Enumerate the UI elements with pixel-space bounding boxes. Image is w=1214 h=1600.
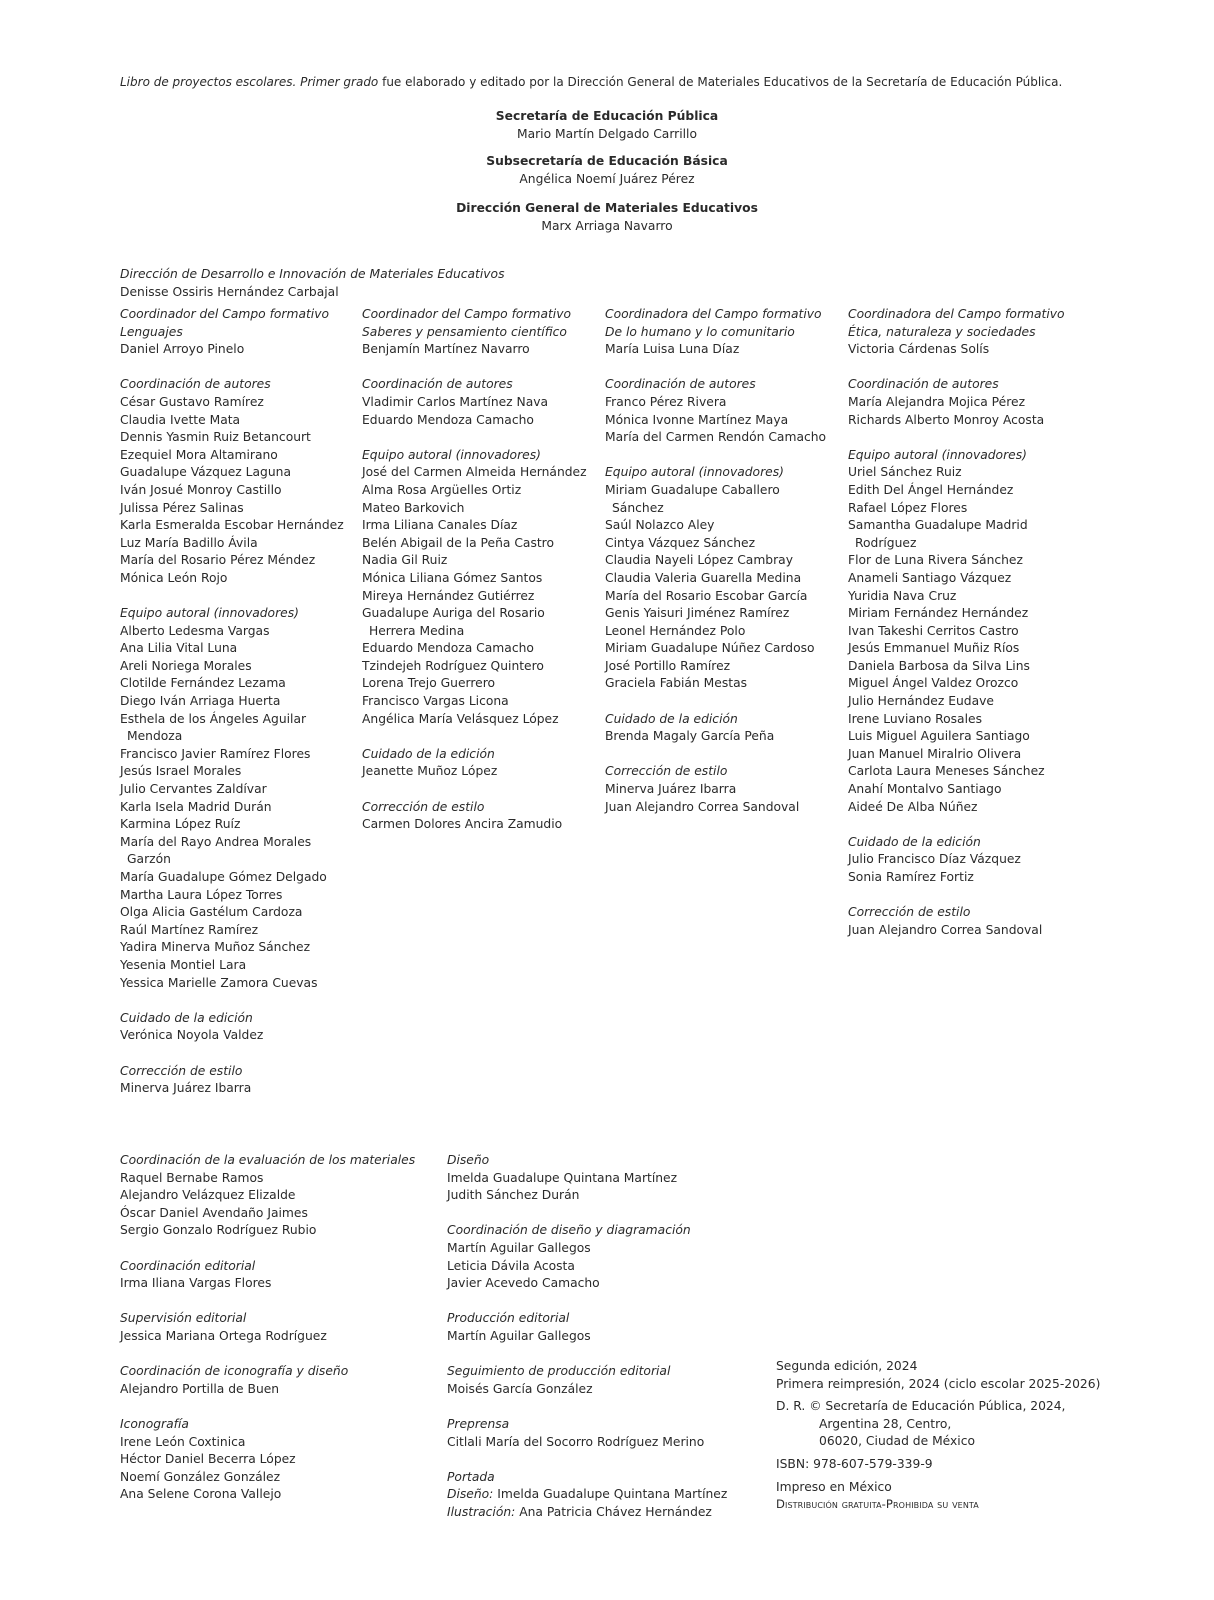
credit-name: Imelda Guadalupe Quintana Martínez <box>447 1170 678 1185</box>
credit-name: Juan Manuel Miralrio Olivera <box>848 746 1022 761</box>
credit-role: Saberes y pensamiento científico <box>362 324 567 339</box>
credit-name: Iván Josué Monroy Castillo <box>120 482 282 497</box>
section-spacer <box>848 816 1088 834</box>
credit-role: Coordinación de autores <box>120 377 271 392</box>
credit-name: Karla Esmeralda Escobar Hernández <box>120 518 344 533</box>
credit-role: Equipo autoral (innovadores) <box>120 606 299 621</box>
intro-text: fue elaborado y editado por la Dirección General de Materiales Educativos de la Secretaría de Educación Pública. <box>378 75 1063 89</box>
credit-name: Miriam Fernández Hernández <box>848 606 1029 621</box>
credit-name: Areli Noriega Morales <box>120 658 252 673</box>
credit-name: Yadira Minerva Muñoz Sánchez <box>120 940 311 955</box>
credit-role: Ética, naturaleza y sociedades <box>848 324 1036 339</box>
credit-role: Coordinador del Campo formativo <box>362 307 572 321</box>
official-dgme <box>0 200 1214 235</box>
credit-role: Equipo autoral (innovadores) <box>848 447 1027 462</box>
credit-role: Iconografía <box>120 1416 189 1431</box>
ddim-credit <box>120 266 720 301</box>
credit-role: Coordinación de autores <box>605 377 756 392</box>
credit-name: Alma Rosa Argüelles Ortiz <box>362 482 522 497</box>
credit-name: Sergio Gonzalo Rodríguez Rubio <box>120 1223 317 1238</box>
credit-name: Minerva Juárez Ibarra <box>605 782 737 797</box>
credit-name-continuation: Sánchez <box>612 500 664 515</box>
section-spacer <box>362 429 602 447</box>
credit-name-continuation: Rodríguez <box>855 535 917 550</box>
credit-name: María del Carmen Rendón Camacho <box>605 430 827 445</box>
credit-name: Graciela Fabián Mestas <box>605 676 748 691</box>
credit-name: Anahí Montalvo Santiago <box>848 782 1002 797</box>
credit-name: Nadia Gil Ruiz <box>362 553 448 568</box>
credit-name: Uriel Sánchez Ruiz <box>848 465 962 480</box>
credit-name: Raquel Bernabe Ramos <box>120 1170 264 1185</box>
credit-name: Rafael López Flores <box>848 500 968 515</box>
credits-bottom-left <box>120 1152 415 1504</box>
section-spacer <box>120 1398 415 1416</box>
credit-role: Coordinadora del Campo formativo <box>848 307 1065 321</box>
credit-name: Judith Sánchez Durán <box>447 1188 580 1203</box>
credit-name: Karla Isela Madrid Durán <box>120 799 272 814</box>
credit-name: Luis Miguel Aguilera Santiago <box>848 729 1030 744</box>
credit-name: Carmen Dolores Ancira Zamudio <box>362 817 563 832</box>
section-spacer <box>447 1293 727 1311</box>
credit-role: Cuidado de la edición <box>120 1010 253 1025</box>
edition: Segunda edición, 2024 <box>776 1359 918 1373</box>
credit-name: Raúl Martínez Ramírez <box>120 922 259 937</box>
credit-name: Julio Hernández Eudave <box>848 694 994 709</box>
section-spacer <box>120 1346 415 1364</box>
credit-name: Claudia Nayeli López Cambray <box>605 553 793 568</box>
credit-name: Jesús Emmanuel Muñiz Ríos <box>848 641 1020 656</box>
credit-role: Producción editorial <box>447 1311 570 1326</box>
credit-role: Supervisión editorial <box>120 1311 247 1326</box>
credit-role: Seguimiento de producción editorial <box>447 1364 671 1379</box>
credit-name: Leonel Hernández Polo <box>605 623 746 638</box>
credit-name: Minerva Juárez Ibarra <box>120 1081 252 1096</box>
credit-name: Martín Aguilar Gallegos <box>447 1328 591 1343</box>
credit-name: Martha Laura López Torres <box>120 887 283 902</box>
credit-role: Preprensa <box>447 1416 510 1431</box>
official-name: Marx Arriaga Navarro <box>541 218 673 233</box>
section-spacer <box>120 1045 360 1063</box>
credit-name: Ana Selene Corona Vallejo <box>120 1487 282 1502</box>
credit-name: Alejandro Velázquez Elizalde <box>120 1188 296 1203</box>
credit-name-continuation: Garzón <box>127 852 171 867</box>
printed-in: Impreso en México <box>776 1479 892 1494</box>
credit-name: Karmina López Ruíz <box>120 817 241 832</box>
credit-name: Cintya Vázquez Sánchez <box>605 535 756 550</box>
section-spacer <box>447 1205 727 1223</box>
credit-role: Coordinación de la evaluación de los materiales <box>120 1153 416 1167</box>
credit-role: Coordinador del Campo formativo <box>120 307 330 321</box>
credit-role: Coordinación de iconografía y diseño <box>120 1364 349 1379</box>
credit-role: Portada <box>447 1469 495 1484</box>
intro-paragraph <box>120 74 1110 92</box>
section-spacer <box>120 588 360 606</box>
credit-name: Irma Iliana Vargas Flores <box>120 1276 272 1291</box>
credit-name: Mireya Hernández Gutiérrez <box>362 588 535 603</box>
section-spacer <box>605 693 845 711</box>
portada-diseno-name: Imelda Guadalupe Quintana Martínez <box>493 1487 728 1502</box>
credit-name: Franco Pérez Rivera <box>605 394 727 409</box>
section-spacer <box>605 746 845 764</box>
ddim-role: Dirección de Desarrollo e Innovación de Materiales Educativos <box>120 267 505 281</box>
credit-name: Vladimir Carlos Martínez Nava <box>362 394 549 409</box>
credit-name: Francisco Javier Ramírez Flores <box>120 746 311 761</box>
credit-name: Óscar Daniel Avendaño Jaimes <box>120 1205 308 1220</box>
official-org: Dirección General de Materiales Educativos <box>456 201 758 215</box>
section-spacer <box>605 447 845 465</box>
credit-name: Moisés García González <box>447 1381 593 1396</box>
credit-name: Angélica María Velásquez López <box>362 711 559 726</box>
credit-name: María del Rayo Andrea Morales <box>120 834 312 849</box>
portada-ilustracion <box>447 1504 727 1522</box>
section-spacer <box>362 781 602 799</box>
credit-role: De lo humano y lo comunitario <box>605 324 795 339</box>
credit-name: José Portillo Ramírez <box>605 658 731 673</box>
credit-role: Coordinación de autores <box>848 377 999 392</box>
credits-column-saberes <box>362 306 602 834</box>
section-spacer <box>447 1451 727 1469</box>
credit-name: Alberto Ledesma Vargas <box>120 623 270 638</box>
section-spacer <box>447 1398 727 1416</box>
credit-name: Noemí González González <box>120 1469 281 1484</box>
portada-diseno <box>447 1486 727 1504</box>
credit-name: Miriam Guadalupe Caballero <box>605 482 780 497</box>
credit-name: Dennis Yasmin Ruiz Betancourt <box>120 430 311 445</box>
credit-role: Equipo autoral (innovadores) <box>362 447 541 462</box>
official-sep <box>0 108 1214 143</box>
credit-name: Esthela de los Ángeles Aguilar <box>120 711 307 726</box>
credit-name: Leticia Dávila Acosta <box>447 1258 575 1273</box>
official-org: Subsecretaría de Educación Básica <box>486 154 728 168</box>
section-spacer <box>362 728 602 746</box>
copyright-city: 06020, Ciudad de México <box>819 1434 976 1449</box>
book-title: Libro de proyectos escolares. Primer grado <box>120 75 379 89</box>
credit-name: Belén Abigail de la Peña Castro <box>362 535 554 550</box>
credit-name: Eduardo Mendoza Camacho <box>362 412 534 427</box>
credits-column-humano <box>605 306 845 816</box>
credit-name: Anameli Santiago Vázquez <box>848 570 1012 585</box>
credit-name: Yesenia Montiel Lara <box>120 957 247 972</box>
credit-name: Olga Alicia Gastélum Cardoza <box>120 905 303 920</box>
credit-name: Mónica León Rojo <box>120 570 228 585</box>
section-spacer <box>848 887 1088 905</box>
credit-role: Coordinación editorial <box>120 1258 256 1273</box>
credit-name: Lorena Trejo Guerrero <box>362 676 496 691</box>
section-spacer <box>120 1293 415 1311</box>
credit-name: Eduardo Mendoza Camacho <box>362 641 534 656</box>
credit-role: Diseño <box>447 1153 490 1167</box>
credit-name: Benjamín Martínez Navarro <box>362 342 530 357</box>
publication-info <box>776 1358 1196 1514</box>
credit-name: Alejandro Portilla de Buen <box>120 1381 280 1396</box>
credit-name: Diego Iván Arriaga Huerta <box>120 694 281 709</box>
credit-name: Julissa Pérez Salinas <box>120 500 244 515</box>
credit-name: Flor de Luna Rivera Sánchez <box>848 553 1023 568</box>
section-spacer <box>605 359 845 377</box>
credit-name: Brenda Magaly García Peña <box>605 729 775 744</box>
credit-name: María del Rosario Pérez Méndez <box>120 553 316 568</box>
credits-bottom-middle <box>447 1152 727 1521</box>
credit-role: Corrección de estilo <box>605 764 728 779</box>
credits-column-etica <box>848 306 1088 939</box>
credit-name: Guadalupe Auriga del Rosario <box>362 606 545 621</box>
copyright-line: D. R. © Secretaría de Educación Pública, 2024, <box>776 1399 1066 1414</box>
credit-name: Juan Alejandro Correa Sandoval <box>848 922 1043 937</box>
credit-role: Corrección de estilo <box>848 905 971 920</box>
credit-name: Mónica Ivonne Martínez Maya <box>605 412 789 427</box>
credit-name: Daniel Arroyo Pinelo <box>120 342 245 357</box>
official-name: Angélica Noemí Juárez Pérez <box>519 171 695 186</box>
credit-role: Corrección de estilo <box>362 799 485 814</box>
credit-role: Coordinación de diseño y diagramación <box>447 1223 691 1238</box>
section-spacer <box>848 429 1088 447</box>
official-seb <box>0 153 1214 188</box>
credit-name: María del Rosario Escobar García <box>605 588 808 603</box>
credit-name: Martín Aguilar Gallegos <box>447 1240 591 1255</box>
official-name: Mario Martín Delgado Carrillo <box>516 126 697 141</box>
credit-name: Guadalupe Vázquez Laguna <box>120 465 291 480</box>
credit-name: Genis Yaisuri Jiménez Ramírez <box>605 606 790 621</box>
credit-name: Mateo Barkovich <box>362 500 465 515</box>
credit-name: María Alejandra Mojica Pérez <box>848 394 1026 409</box>
credit-name: María Luisa Luna Díaz <box>605 342 740 357</box>
portada-ilustracion-name: Ana Patricia Chávez Hernández <box>515 1504 712 1519</box>
credit-name: Verónica Noyola Valdez <box>120 1028 264 1043</box>
credit-role: Cuidado de la edición <box>362 746 495 761</box>
credit-name: Ivan Takeshi Cerritos Castro <box>848 623 1019 638</box>
ddim-name: Denisse Ossiris Hernández Carbajal <box>120 284 339 299</box>
portada-ilustracion-label: Ilustración: <box>447 1504 516 1519</box>
credit-role: Corrección de estilo <box>120 1063 243 1078</box>
credit-name: Irene León Coxtinica <box>120 1434 246 1449</box>
credit-name: Miriam Guadalupe Núñez Cardoso <box>605 641 815 656</box>
section-spacer <box>120 992 360 1010</box>
reprint: Primera reimpresión, 2024 (ciclo escolar 2025-2026) <box>776 1376 1101 1391</box>
isbn: ISBN: 978-607-579-339-9 <box>776 1456 933 1471</box>
distribution-notice: Distribución gratuita-Prohibida su venta <box>776 1497 979 1512</box>
credit-name: Juan Alejandro Correa Sandoval <box>605 799 800 814</box>
credit-name-continuation: Mendoza <box>127 729 183 744</box>
credit-name: Tzindejeh Rodríguez Quintero <box>362 658 544 673</box>
portada-diseno-label: Diseño: <box>447 1487 494 1502</box>
credit-name: Claudia Ivette Mata <box>120 412 241 427</box>
credit-name: Samantha Guadalupe Madrid <box>848 518 1028 533</box>
credits-bottom-middle-list <box>447 1152 727 1486</box>
credit-role: Lenguajes <box>120 324 183 339</box>
credit-name: María Guadalupe Gómez Delgado <box>120 870 327 884</box>
section-spacer <box>120 359 360 377</box>
credit-name: Jeanette Muñoz López <box>362 764 498 779</box>
credit-role: Coordinación de autores <box>362 377 513 392</box>
credits-column-lenguajes <box>120 306 360 1098</box>
credit-name: Daniela Barbosa da Silva Lins <box>848 658 1030 673</box>
credit-name: Ezequiel Mora Altamirano <box>120 447 278 462</box>
credit-name: José del Carmen Almeida Hernández <box>362 465 587 480</box>
credit-role: Coordinadora del Campo formativo <box>605 307 822 321</box>
credit-name-continuation: Herrera Medina <box>369 623 465 638</box>
credit-name: Héctor Daniel Becerra López <box>120 1452 296 1467</box>
credit-name: Jessica Mariana Ortega Rodríguez <box>120 1328 327 1343</box>
credit-name: Francisco Vargas Licona <box>362 694 509 709</box>
copyright-address: Argentina 28, Centro, <box>819 1416 952 1431</box>
section-spacer <box>447 1346 727 1364</box>
credit-name: Carlota Laura Meneses Sánchez <box>848 764 1045 779</box>
credit-name: Aideé De Alba Núñez <box>848 799 978 814</box>
credit-name: Ana Lilia Vital Luna <box>120 641 238 656</box>
credit-name: Edith Del Ángel Hernández <box>848 482 1014 497</box>
credit-name: Miguel Ángel Valdez Orozco <box>848 676 1019 691</box>
credit-name: Yessica Marielle Zamora Cuevas <box>120 975 318 990</box>
section-spacer <box>362 359 602 377</box>
credit-name: Yuridia Nava Cruz <box>848 588 957 603</box>
credit-role: Equipo autoral (innovadores) <box>605 465 784 480</box>
credit-name: Irma Liliana Canales Díaz <box>362 518 518 533</box>
official-org: Secretaría de Educación Pública <box>495 109 719 123</box>
credit-name: Sonia Ramírez Fortiz <box>848 870 974 884</box>
credit-name: Javier Acevedo Camacho <box>447 1276 600 1291</box>
credit-name: Victoria Cárdenas Solís <box>848 342 990 357</box>
section-spacer <box>848 359 1088 377</box>
credit-name: Claudia Valeria Guarella Medina <box>605 570 802 585</box>
credit-name: Irene Luviano Rosales <box>848 711 982 726</box>
section-spacer <box>120 1240 415 1258</box>
credit-name: Citlali María del Socorro Rodríguez Merino <box>447 1434 705 1449</box>
credit-role: Cuidado de la edición <box>848 834 981 849</box>
credit-name: César Gustavo Ramírez <box>120 394 264 409</box>
credit-name: Luz María Badillo Ávila <box>120 535 258 550</box>
credit-name: Clotilde Fernández Lezama <box>120 676 286 691</box>
credit-name: Saúl Nolazco Aley <box>605 518 715 533</box>
credit-name: Julio Francisco Díaz Vázquez <box>848 852 1021 867</box>
credit-name: Julio Cervantes Zaldívar <box>120 782 267 797</box>
credit-name: Mónica Liliana Gómez Santos <box>362 570 543 585</box>
credit-role: Cuidado de la edición <box>605 711 738 726</box>
credit-name: Jesús Israel Morales <box>120 764 242 779</box>
credit-name: Richards Alberto Monroy Acosta <box>848 412 1045 427</box>
